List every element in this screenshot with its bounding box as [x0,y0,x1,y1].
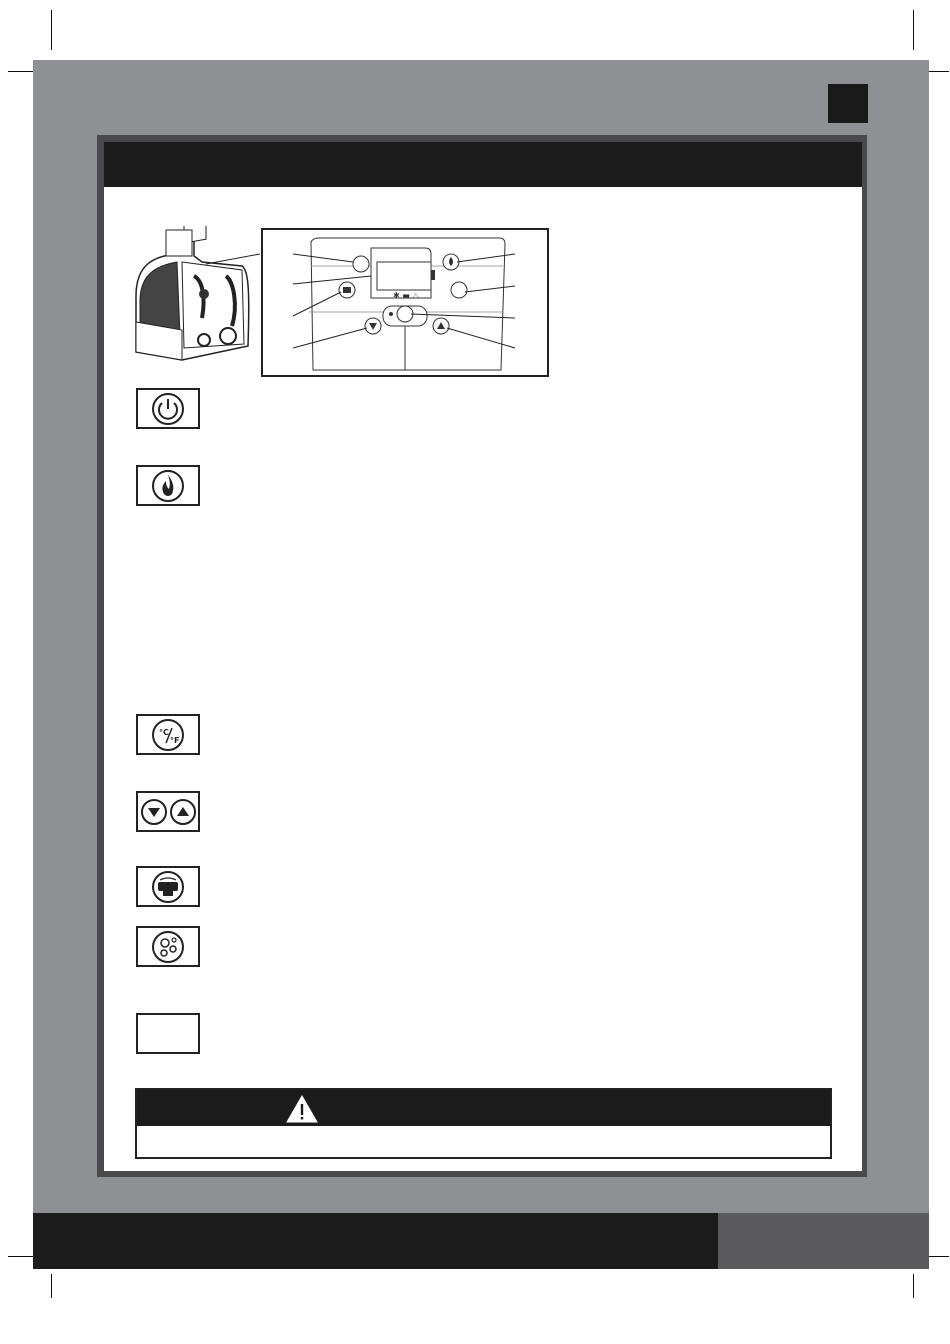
page-number-tab [828,84,868,123]
unit-button-drawing [451,282,467,298]
warning-triangle-icon [285,1094,319,1124]
footer-bar [33,1213,718,1269]
crop-mark [51,10,52,50]
section-title [104,142,862,187]
spa-unit-illustration [122,226,262,362]
power-icon [138,390,198,427]
warning-header [137,1090,830,1126]
unit-button-icon-box [136,714,200,755]
crop-mark [51,1274,52,1298]
heater-mode-icon [138,868,198,905]
control-panel-illustration [261,228,549,377]
svg-text:°F: °F [170,736,180,745]
footer-accent [718,1213,929,1269]
blank-icon-box [136,1013,200,1054]
svg-text:✱ ▬ ♨: ✱ ▬ ♨ [393,291,420,300]
arrows-button-icon-box [136,791,200,832]
flame-button-icon-box [136,465,200,506]
celsius-fahrenheit-icon [138,716,198,753]
control-panel-drawing [263,230,547,375]
bubbles-button-drawing [353,256,369,272]
down-button-drawing [365,318,381,334]
flame-button-drawing [443,254,459,270]
heater-button-drawing [339,282,355,298]
crop-mark [913,1274,914,1298]
bubbles-button-icon-box [136,926,200,967]
down-up-arrows-icon [138,793,198,830]
flame-icon [138,467,198,504]
heater-button-icon-box [136,866,200,907]
svg-text:°C: °C [159,728,169,737]
bubbles-icon [138,928,198,965]
up-button-drawing [433,318,449,334]
warning-box [135,1088,832,1159]
crop-mark [913,10,914,50]
power-button-icon-box [136,388,200,429]
